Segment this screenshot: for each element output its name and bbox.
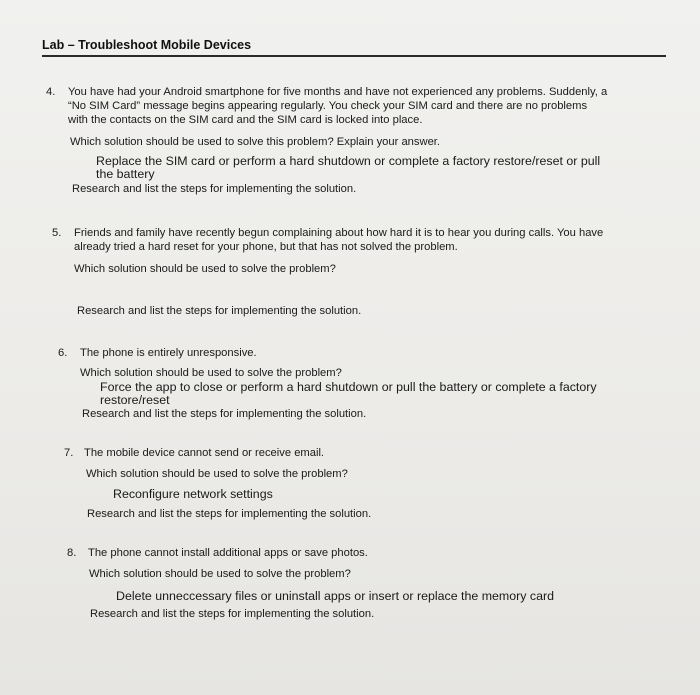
- question-text-line: You have had your Android smartphone for five months and have not experienced any problems. Suddenly, a: [68, 86, 608, 98]
- question-number: 5.: [52, 227, 62, 239]
- question-text-line: with the contacts on the SIM card and the SIM card is locked into place.: [68, 114, 423, 126]
- research-prompt: Research and list the steps for implementing the solution.: [77, 305, 362, 317]
- question-prompt: Which solution should be used to solve the problem?: [74, 263, 336, 275]
- answer-line: Reconfigure network settings: [113, 487, 273, 501]
- question-number: 6.: [58, 347, 68, 359]
- question-prompt: Which solution should be used to solve the problem?: [89, 568, 351, 580]
- question-text-line: Friends and family have recently begun complaining about how hard it is to hear you during calls. You have: [74, 227, 604, 239]
- answer-line: Delete unneccessary files or uninstall apps or insert or replace the memory card: [116, 589, 555, 603]
- question-text-line: already tried a hard reset for your phone, but that has not solved the problem.: [74, 241, 458, 253]
- question-number: 8.: [67, 547, 77, 559]
- question-prompt: Which solution should be used to solve the problem?: [80, 367, 342, 379]
- question-text-line: The mobile device cannot send or receive email.: [84, 447, 325, 459]
- question-prompt: Which solution should be used to solve this problem? Explain your answer.: [70, 136, 441, 148]
- document-title: Lab – Troubleshoot Mobile Devices: [42, 38, 252, 52]
- research-prompt: Research and list the steps for implementing the solution.: [87, 508, 372, 520]
- question-prompt: Which solution should be used to solve the problem?: [86, 468, 348, 480]
- answer-line: restore/reset: [100, 393, 170, 407]
- research-prompt: Research and list the steps for implementing the solution.: [82, 408, 367, 420]
- research-prompt: Research and list the steps for implementing the solution.: [72, 183, 357, 195]
- question-text-line: The phone cannot install additional apps or save photos.: [88, 547, 368, 559]
- research-prompt: Research and list the steps for implementing the solution.: [90, 608, 375, 620]
- question-text-line: “No SIM Card” message begins appearing regularly. You check your SIM card and there are no problems: [68, 100, 588, 112]
- answer-line: Force the app to close or perform a hard shutdown or pull the battery or complete a factory: [100, 380, 597, 394]
- question-number: 7.: [64, 447, 74, 459]
- answer-line: the battery: [96, 167, 155, 181]
- question-number: 4.: [46, 86, 56, 98]
- header-divider: [42, 55, 666, 57]
- question-text-line: The phone is entirely unresponsive.: [80, 347, 257, 359]
- answer-line: Replace the SIM card or perform a hard shutdown or complete a factory restore/reset or pull: [96, 154, 601, 168]
